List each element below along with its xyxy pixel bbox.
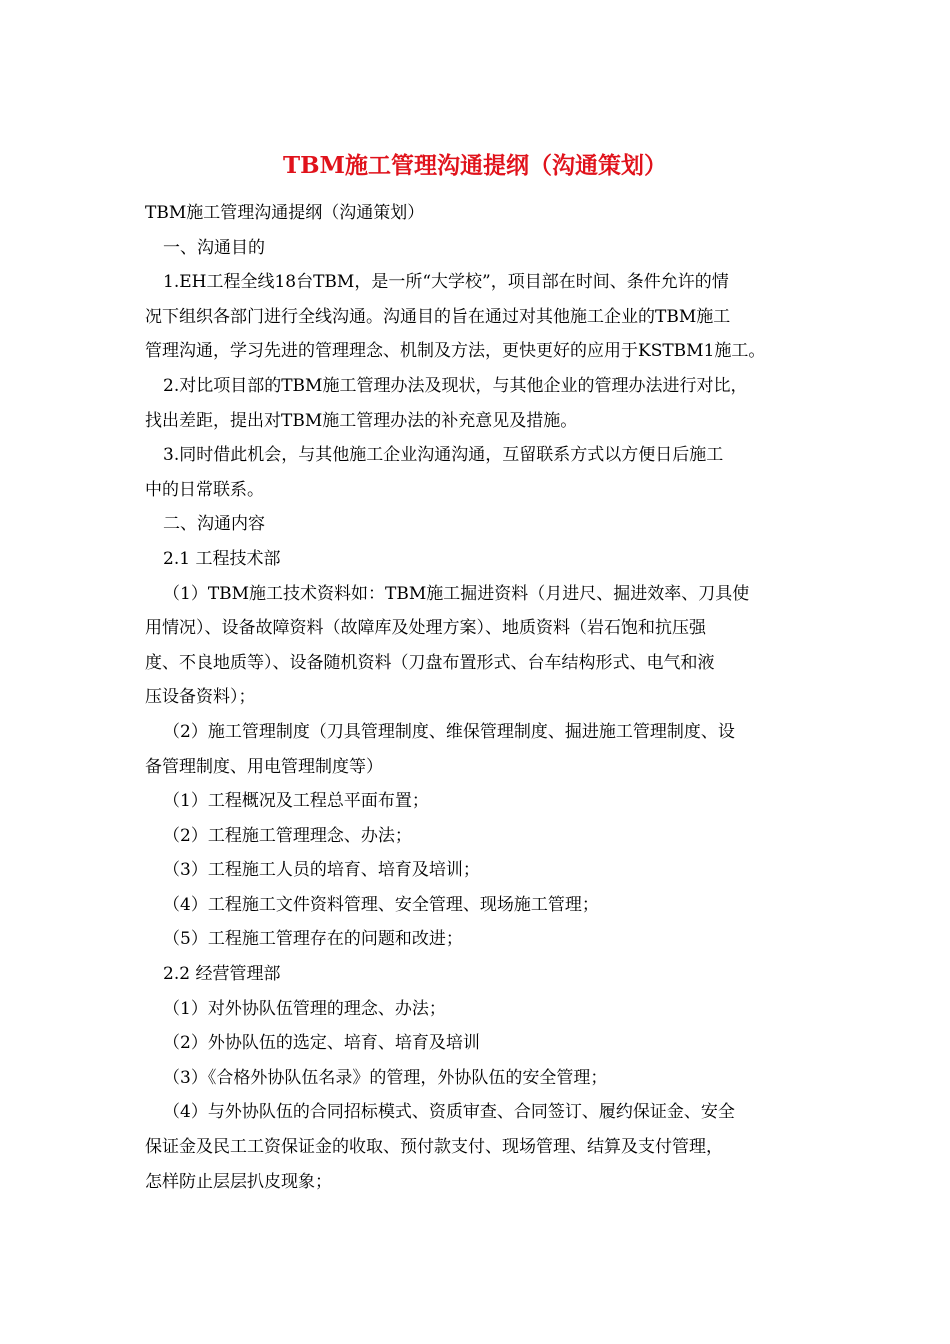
text-line: 怎样防止层层扒皮现象； [145, 1171, 332, 1192]
text-line: 2.对比项目部的TBM施工管理办法及现状，与其他企业的管理办法进行对比， [163, 375, 748, 396]
document-title: TBM施工管理沟通提纲（沟通策划） [282, 152, 667, 179]
text-line: 压设备资料）； [145, 687, 256, 708]
text-line: 度、不良地质等）、设备随机资料（刀盘布置形式、台车结构形式、电气和液 [145, 652, 715, 673]
text-line: （2）施工管理制度（刀具管理制度、维保管理制度、掘进施工管理制度、设 [163, 721, 735, 742]
text-line: 2.2 经营管理部 [163, 964, 281, 985]
text-line: 一、沟通目的 [163, 237, 265, 258]
text-line: 找出差距，提出对TBM施工管理办法的补充意见及措施。 [145, 410, 578, 431]
text-line: （5）工程施工管理存在的问题和改进； [163, 929, 463, 950]
text-line: （4）与外协队伍的合同招标模式、资质审查、合同签订、履约保证金、安全 [163, 1102, 735, 1123]
text-line: 中的日常联系。 [145, 479, 264, 500]
text-line: （1）工程概况及工程总平面布置； [163, 791, 429, 812]
text-line: （1）对外协队伍管理的理念、办法； [163, 998, 446, 1019]
text-line: 用情况）、设备故障资料（故障库及处理方案）、地质资料（岩石饱和抗压强 [145, 618, 706, 639]
text-line: 备管理制度、用电管理制度等） [145, 756, 383, 777]
text-line: （2）工程施工管理理念、办法； [163, 825, 412, 846]
text-line: （4）工程施工文件资料管理、安全管理、现场施工管理； [163, 894, 599, 915]
text-line: 管理沟通，学习先进的管理理念、机制及方法，更快更好的应用于KSTBM1施工。 [145, 341, 766, 362]
document-body [145, 196, 815, 1199]
text-line: 1.EH工程全线18台TBM，是一所“大学校”，项目部在时间、条件允许的情 [163, 272, 729, 293]
text-line: TBM施工管理沟通提纲（沟通策划） [145, 203, 425, 223]
text-line: （3）工程施工人员的培育、培育及培训； [163, 860, 480, 881]
text-line: 保证金及民工工资保证金的收取、预付款支付、现场管理、结算及支付管理， [145, 1137, 723, 1158]
text-line: （3）《合格外协队伍名录》的管理，外协队伍的安全管理； [163, 1067, 608, 1088]
text-line: 2.1 工程技术部 [163, 548, 281, 569]
text-line: 况下组织各部门进行全线沟通。沟通目的旨在通过对其他施工企业的TBM施工 [145, 306, 731, 327]
text-line: （1）TBM施工技术资料如：TBM施工掘进资料（月进尺、掘进效率、刀具使 [163, 583, 750, 604]
text-line: 二、沟通内容 [163, 514, 265, 535]
text-line: 3.同时借此机会，与其他施工企业沟通沟通，互留联系方式以方便日后施工 [163, 445, 724, 466]
text-line: （2）外协队伍的选定、培育、培育及培训 [163, 1033, 480, 1054]
